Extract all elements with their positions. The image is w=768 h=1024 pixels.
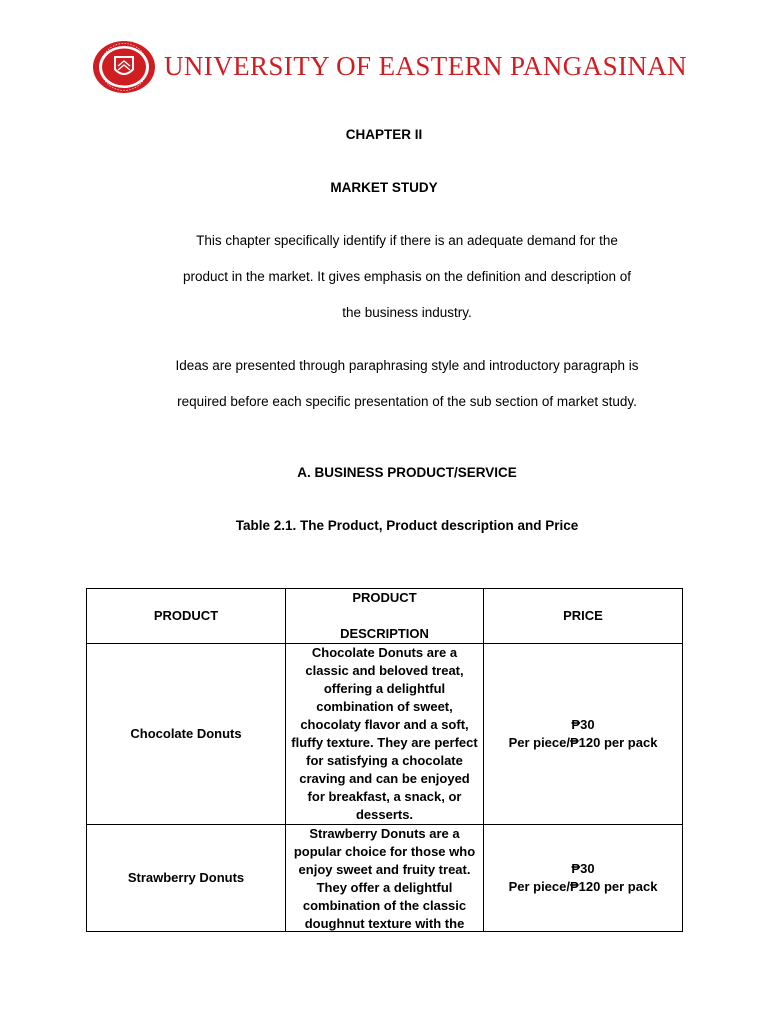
intro-line-1: This chapter specifically identify if there is an adequate demand for the xyxy=(196,233,618,248)
chapter-title: MARKET STUDY xyxy=(330,180,438,195)
intro-line-2: product in the market. It gives emphasis on the definition and description of xyxy=(182,269,631,284)
product-table xyxy=(86,588,683,932)
university-header xyxy=(92,40,702,94)
ideas-line-2: required before each specific presentation of the sub section of market study. xyxy=(177,394,637,409)
row-price-line2: Per piece/₱120 per pack xyxy=(508,735,658,750)
chapter-number: CHAPTER II xyxy=(345,127,423,142)
row-description xyxy=(286,825,484,932)
header-description-line2: DESCRIPTION xyxy=(340,626,429,641)
section-heading: A. BUSINESS PRODUCT/SERVICE xyxy=(297,465,517,480)
header-price: PRICE xyxy=(484,589,683,644)
header-description-line1: PRODUCT xyxy=(352,590,417,605)
row-description-text: Strawberry Donuts are a popular choice for those who enjoy sweet and fruity treat. They offer a delightful combination of the classic doughnut texture with the xyxy=(293,826,476,931)
row-product: Chocolate Donuts xyxy=(87,644,286,825)
ideas-line-1: Ideas are presented through paraphrasing style and introductory paragraph is xyxy=(175,358,639,373)
row-product: Strawberry Donuts xyxy=(87,825,286,932)
table-caption: Table 2.1. The Product, Product description and Price xyxy=(235,518,579,533)
row-price xyxy=(484,644,683,825)
table-row xyxy=(87,644,683,825)
university-name: UNIVERSITY OF EASTERN PANGASINAN xyxy=(164,51,688,81)
row-price xyxy=(484,825,683,932)
row-description: Chocolate Donuts are a classic and beloved treat, offering a delightful combination of sweet, chocolaty flavor and a soft, fluffy texture. They are perfect for satisfying a chocolate craving and can be enjoyed for breakfast, a snack, or desserts. xyxy=(286,644,484,825)
row-price-line1: ₱30 xyxy=(571,717,595,732)
table-row xyxy=(87,825,683,932)
header-description xyxy=(286,589,484,644)
row-price-line1: ₱30 xyxy=(571,861,595,876)
table-header-row xyxy=(87,589,683,644)
university-seal-icon xyxy=(92,40,156,94)
row-price-line2: Per piece/₱120 per pack xyxy=(508,879,658,894)
header-product: PRODUCT xyxy=(87,589,286,644)
intro-line-3: the business industry. xyxy=(342,305,472,320)
